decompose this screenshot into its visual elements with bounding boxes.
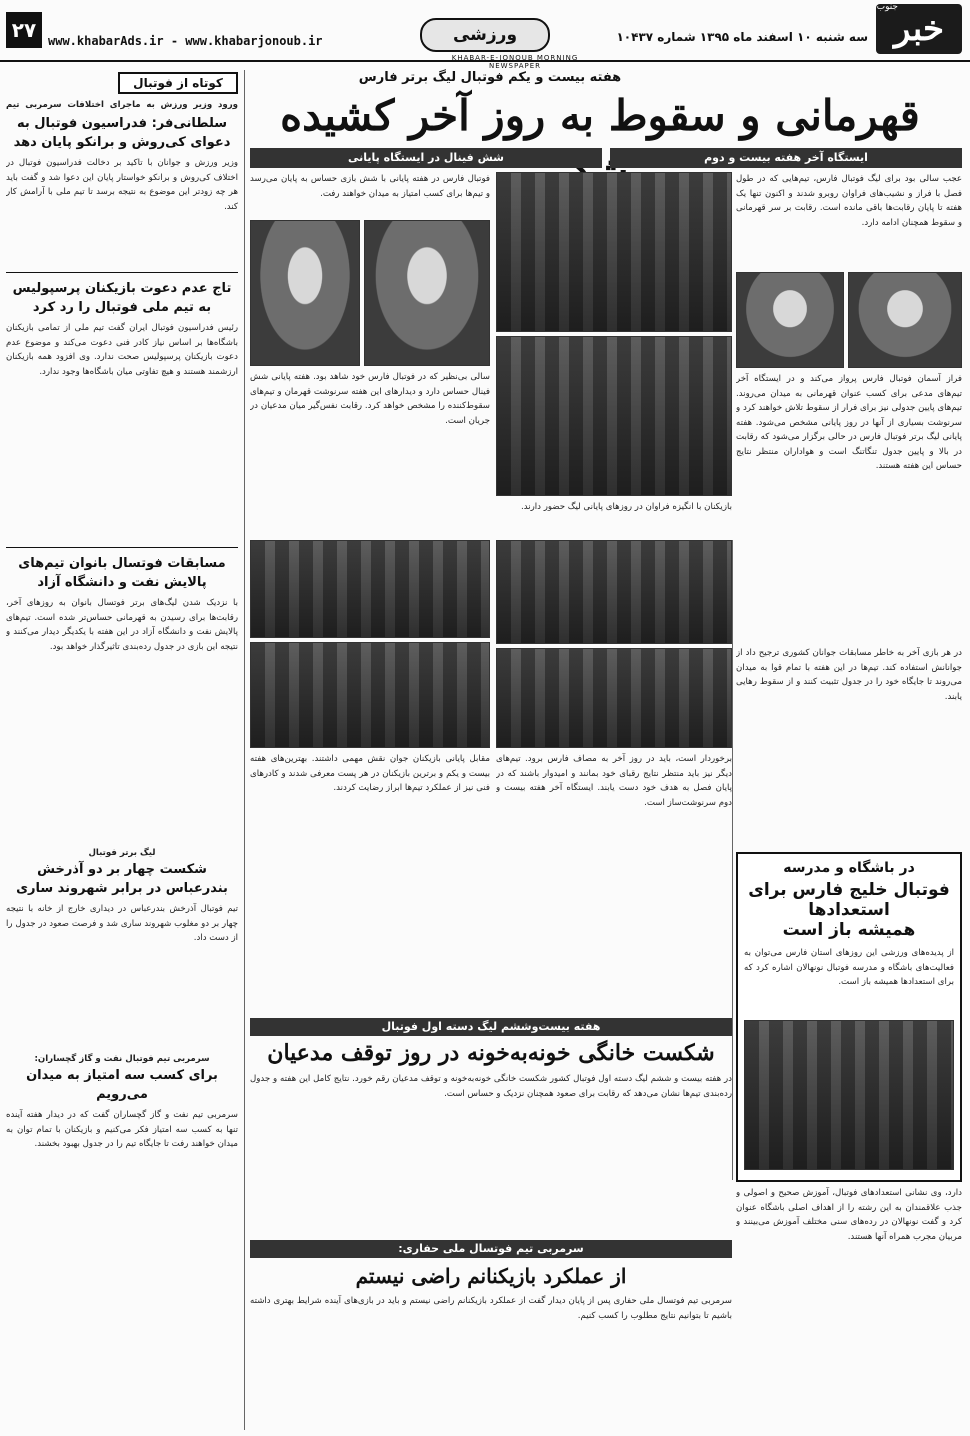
article-text: تیم فوتبال آذرخش بندرعباس در دیداری خارج از خانه با نتیجه چهار بر دو مغلوب شهروند ساری شد و فرصت صعود در جدول را از دست داد. bbox=[6, 904, 238, 943]
story-headline: تاج عدم دعوت بازیکنان پرسپولیس به تیم ملی فوتبال را رد کرد bbox=[12, 281, 232, 315]
article-text: با نزدیک شدن لیگ‌های برتر فوتسال بانوان به روزهای آخر، رقابت‌ها برای رسیدن به قهرمانی حساس‌تر شده است. تیم‌های پالایش نفت و دانشگاه آزاد در این هفته با یکدیگر دیدار می‌کنند و نتیجه این بازی در جدول رده‌بندی تاثیرگذار خواهد بود. bbox=[6, 598, 238, 652]
team-photo bbox=[496, 336, 732, 496]
league-bar: هفته بیست‌وششم لیگ دسته اول فوتبال bbox=[250, 1018, 732, 1036]
school-kicker: در باشگاه و مدرسه bbox=[783, 860, 915, 876]
futsal-headline: از عملکرد بازیکنانم راضی نیستم bbox=[355, 1264, 627, 1288]
subhead-bar-right: ایستگاه آخر هفته بیست و دوم bbox=[610, 148, 962, 168]
article-text: در هفته بیست و ششم لیگ دسته اول فوتبال کشور شکست خانگی خونه‌به‌خونه و توقف مدعیان رقم خورد. نتایج کامل این هفته و جدول رده‌بندی تیم‌ها نشان می‌دهد که رقابت برای صعود همچنان نزدیک و حساس است. bbox=[250, 1074, 732, 1099]
coach-photo bbox=[364, 220, 490, 366]
team-photo bbox=[250, 540, 490, 638]
column-divider bbox=[732, 540, 733, 1180]
section-tab: ورزشی bbox=[420, 18, 550, 52]
story-headline: مسابقات فوتسال بانوان تیم‌های پالایش نفت و دانشگاه آزاد bbox=[18, 556, 226, 590]
league-headline: شکست خانگی خونه‌به‌خونه در روز توقف مدعیان bbox=[267, 1040, 715, 1066]
subhead-bar-left: شش فینال در ایستگاه پایانی bbox=[250, 148, 602, 168]
main-headline: قهرمانی و سقوط به روز آخر کشیده bbox=[280, 91, 920, 140]
team-photo bbox=[496, 648, 732, 748]
player-photo bbox=[250, 220, 360, 366]
article-text: عجب سالی بود برای لیگ فوتبال فارس، تیم‌هایی که در طول فصل با فراز و نشیب‌های فراوان روبرو شدند و اکنون تنها یک هفته تا پایان رقابت‌ها باقی مانده است. رقابت بر سر قهرمانی و سقوط همچنان ادامه دارد. bbox=[736, 174, 962, 228]
column-divider bbox=[244, 70, 245, 1430]
story-kicker: لیگ برتر فوتبال bbox=[88, 848, 156, 858]
futsal-bar: سرمربی تیم فوتسال ملی حفاری: bbox=[250, 1240, 732, 1258]
coach-photo bbox=[848, 272, 962, 368]
article-text: بازیکنان با انگیزه فراوان در روزهای پایانی لیگ حضور دارند. bbox=[520, 502, 732, 512]
school-feature-box bbox=[736, 852, 962, 1182]
story-headline: برای کسب سه امتیاز به میدان می‌رویم bbox=[26, 1068, 218, 1102]
article-text: سرمربی تیم نفت و گاز گچساران گفت که در دیدار هفته آینده تنها به کسب سه امتیاز فکر می‌کنیم و بازیکنان با تمام توان به میدان خواهند رفت تا جایگاه تیم را در جدول بهبود بخشند. bbox=[6, 1110, 238, 1149]
story-kicker: سرمربی تیم فوتبال نفت و گاز گچساران: bbox=[34, 1054, 210, 1064]
school-headline: فوتبال خلیج فارس برای استعدادها bbox=[748, 880, 950, 920]
logo-sub: جنوب bbox=[876, 2, 898, 12]
website-line[interactable]: www.khabarAds.ir - www.khabarjonoub.ir bbox=[48, 34, 323, 48]
team-photo bbox=[250, 642, 490, 748]
school-headline-2: همیشه باز است bbox=[782, 920, 916, 940]
masthead bbox=[0, 0, 970, 70]
article-text: مقابل پایانی بازیکنان جوان نقش مهمی داشتند. بهترین‌های هفته بیست و یکم و برترین بازیکنان در هر پست معرفی شدند و کادرهای فنی نیز از عملکرد تیم‌ها ابراز رضایت کردند. bbox=[250, 754, 490, 793]
story-headline: شکست چهار بر دو آذرخش بندرعباس در برابر شهروند ساری bbox=[16, 862, 228, 896]
coach-photo bbox=[736, 272, 844, 368]
kids-team-photo bbox=[744, 1020, 954, 1170]
logo-text: خبر bbox=[893, 9, 945, 49]
article-text: فراز آسمان فوتبال فارس پرواز می‌کند و در ایستگاه آخر تیم‌های مدعی برای کسب عنوان قهرمانی به میدان می‌روند. تیم‌های پایین جدولی نیز برای فرار از سقوط تلاش خواهند کرد و سرنوشت بسیاری از آنها در روز پایانی مشخص می‌شود. هفته پایانی لیگ برتر فوتبال فارس در حالی برگزار می‌شود که رقابت در بالا و پایین جدول تنگاتنگ است و هواداران منتظر نتایج حساس این هفته هستند. bbox=[736, 374, 962, 471]
left-column bbox=[6, 72, 238, 1328]
article-text: در هر بازی آخر به خاطر مسابقات جوانان کشوری ترجیح داد از جوانانش استفاده کند. تیم‌ها در این هفته با تمام قوا به میدان می‌روند تا جایگاه خود را در جدول تثبیت کنند و از سقوط رهایی یابند. bbox=[736, 648, 962, 702]
article-text: وزیر ورزش و جوانان با تاکید بر دخالت فدراسیون فوتبال در اختلاف کی‌روش و برانکو خواستار پایان این دعوا شد و گفت باید هر چه زودتر این موضوع به نتیجه برسد تا تیم ملی با آرامش کار کند. bbox=[6, 158, 238, 212]
article-text: برخوردار است، باید در روز آخر به مصاف فارس برود. تیم‌های دیگر نیز باید منتظر نتایج رقبای خود بمانند و امیدوار باشند که در پایان فصل به هدف خود دست یابند. ایستگاه آخر هفته بیست و دوم سرنوشت‌ساز است. bbox=[496, 754, 732, 808]
story-kicker: ورود وزیر ورزش به ماجرای اختلافات سرمربی تیم bbox=[6, 100, 238, 110]
english-subline: KHABAR-E-JONOUB MORNING NEWSPAPER bbox=[451, 54, 579, 70]
article-text: سرمربی تیم فوتسال ملی حفاری پس از پایان دیدار گفت از عملکرد بازیکنانم راضی نیستم و باید در بازی‌های آینده شرایط بهتری داشته باشیم تا بتوانیم نتایج مطلوب را کسب کنیم. bbox=[250, 1296, 732, 1321]
news-briefs-tab: کوتاه از فوتبال bbox=[118, 72, 238, 94]
article-text: رئیس فدراسیون فوتبال ایران گفت تیم ملی از تمامی بازیکنان باشگاه‌ها بر اساس نیاز کادر فنی دعوت می‌کند و موضوع عدم دعوت بازیکنان پرسپولیس صحت ندارد. وی افزود همه بازیکنان ارزشمند هستند و هیچ تفاوتی میان باشگاه‌ها وجود ندارد. bbox=[6, 323, 238, 377]
article-text: از پدیده‌های ورزشی این روزهای استان فارس می‌توان به فعالیت‌های باشگاه و مدرسه فوتبال نونهالان اشاره کرد که برای استعدادها همیشه باز است. bbox=[744, 948, 954, 987]
story-headline: سلطانی‌فر: فدراسیون فوتبال به دعوای کی‌روش و برانکو پایان دهد bbox=[13, 116, 231, 150]
article-text: فوتبال فارس در هفته پایانی با شش بازی حساس به پایان می‌رسد و تیم‌ها برای کسب امتیاز به میدان خواهند رفت. bbox=[250, 174, 490, 199]
article-text: سالی بی‌نظیر که در فوتبال فارس خود شاهد بود. هفته پایانی شش فینال حساس دارد و دیدارهای این هفته سرنوشت قهرمان و تیم‌های سقوط‌کننده را مشخص خواهد کرد. رقابت نفس‌گیر میان مدعیان در جریان است. bbox=[250, 372, 490, 426]
team-photo bbox=[496, 540, 732, 644]
issue-line: سه شنبه ۱۰ اسفند ماه ۱۳۹۵ شماره ۱۰۴۳۷ bbox=[616, 30, 868, 44]
team-photo bbox=[496, 172, 732, 332]
page-number: ۲۷ bbox=[6, 12, 42, 48]
article-text: دارد، وی نشانی استعدادهای فوتبال، آموزش صحیح و اصولی و جذب علاقمندان به این رشته را از اهداف اصلی باشگاه عنوان کرد و گفت نونهالان در رده‌های سنی مختلف آموزش می‌بینند و مربیان مجرب همراه آنها هستند. bbox=[736, 1188, 962, 1242]
main-kicker: هفته بیست و یکم فوتبال لیگ برتر فارس bbox=[358, 70, 622, 85]
